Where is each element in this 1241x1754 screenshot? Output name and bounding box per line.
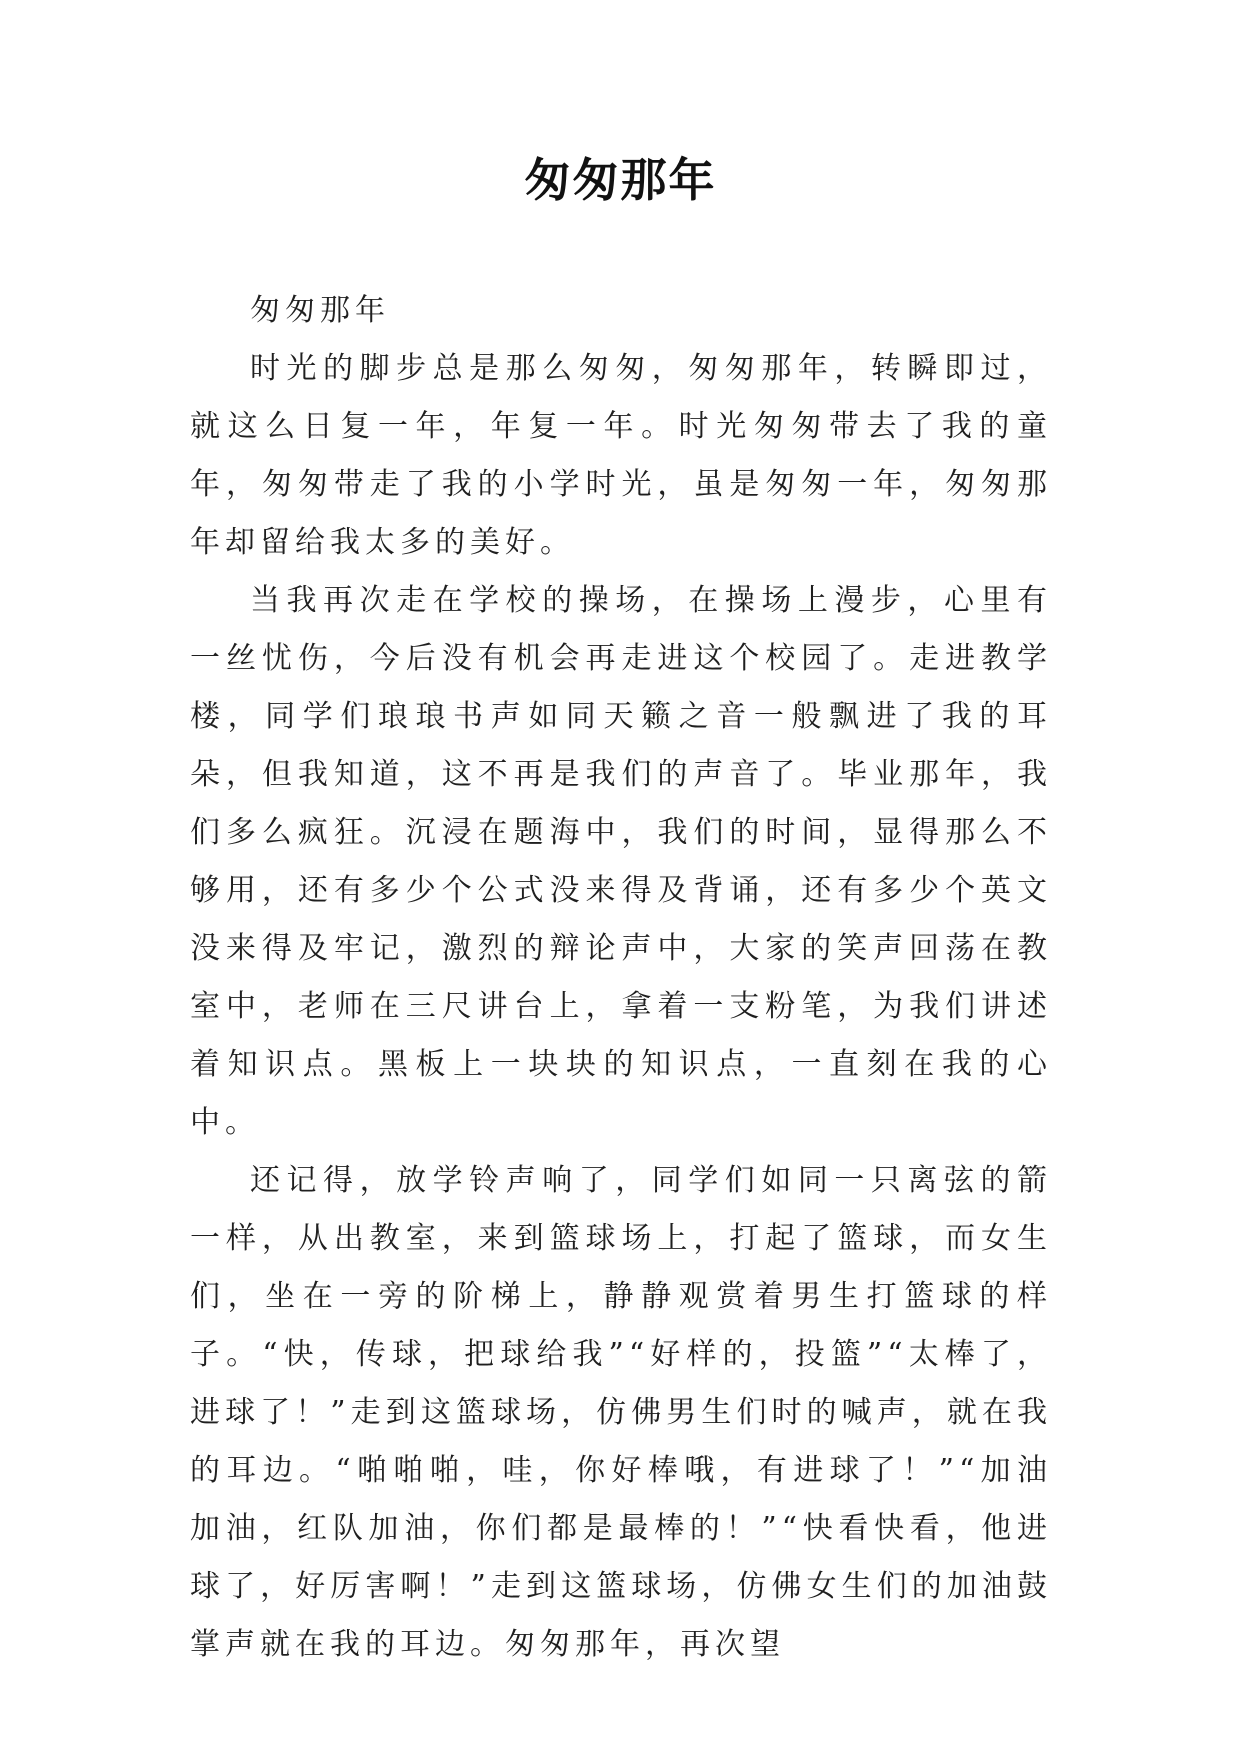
document-title: 匆匆那年 <box>524 153 717 207</box>
paragraph-1: 时光的脚步总是那么匆匆，匆匆那年，转瞬即过，就这么日复一年，年复一年。时光匆匆带去了我的童年，匆匆带走了我的小学时光，虽是匆匆一年，匆匆那年却留给我太多的美好。 <box>190 351 1052 560</box>
paragraph-3: 还记得，放学铃声响了，同学们如同一只离弦的箭一样，从出教室，来到篮球场上，打起了篮球，而女生们，坐在一旁的阶梯上，静静观赏着男生打篮球的样子。“快，传球，把球给我”“好样的，投篮”“太棒了，进球了！”走到这篮球场，仿佛男生们时的喊声，就在我的耳边。“啪啪啪，哇，你好棒哦，有进球了！”“加油加油，红队加油，你们都是最棒的！”“快看快看，他进球了，好厉害啊！”走到这篮球场，仿佛女生们的加油鼓掌声就在我的耳边。匆匆那年，再次望 <box>190 1163 1052 1662</box>
paragraph-2: 当我再次走在学校的操场，在操场上漫步，心里有一丝忧伤，今后没有机会再走进这个校园了。走进教学楼，同学们琅琅书声如同天籁之音一般飘进了我的耳朵，但我知道，这不再是我们的声音了。毕业那年，我们多么疯狂。沉浸在题海中，我们的时间，显得那么不够用，还有多少个公式没来得及背诵，还有多少个英文没来得及牢记，激烈的辩论声中，大家的笑声回荡在教室中，老师在三尺讲台上，拿着一支粉笔，为我们讲述着知识点。黑板上一块块的知识点，一直刻在我的心中。 <box>190 583 1052 1140</box>
document-body <box>190 282 1052 1674</box>
paragraph-subtitle: 匆匆那年 <box>250 293 390 328</box>
